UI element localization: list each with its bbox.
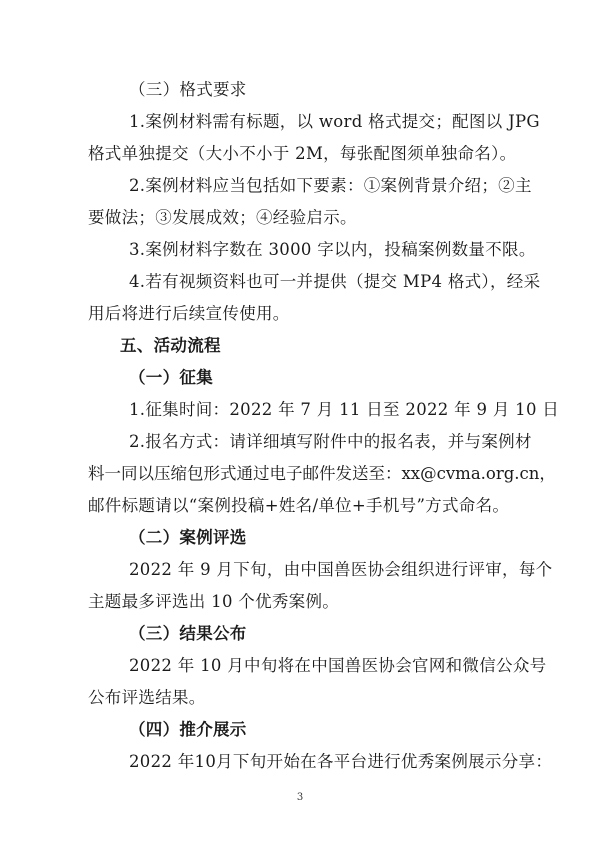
page-number: 3 bbox=[296, 792, 304, 803]
body-line: 2022 年 10 月中旬将在中国兽医协会官网和微信公众号 bbox=[129, 656, 547, 675]
body-line: 2.案例材料应当包括如下要素：①案例背景介绍；②主 bbox=[129, 176, 532, 195]
section-heading-process: 五、活动流程 bbox=[120, 336, 221, 355]
body-line: 4.若有视频资料也可一并提供（提交 MP4 格式），经采 bbox=[129, 272, 541, 291]
body-line: 3.案例材料字数在 3000 字以内，投稿案例数量不限。 bbox=[129, 240, 536, 259]
body-line: 1.案例材料需有标题，以 word 格式提交；配图以 JPG bbox=[129, 112, 540, 131]
subheading-promotion: （四）推介展示 bbox=[129, 720, 247, 739]
body-line: 2.报名方式：请详细填写附件中的报名表，并与案例材 bbox=[129, 432, 532, 451]
body-line: 公布评选结果。 bbox=[88, 688, 206, 707]
body-line: 格式单独提交（大小不小于 2M，每张配图须单独命名）。 bbox=[88, 144, 517, 163]
body-line: 邮件标题请以“案例投稿+姓名/单位+手机号”方式命名。 bbox=[88, 496, 510, 515]
body-line: 2022 年10月下旬开始在各平台进行优秀案例展示分享： bbox=[129, 752, 553, 771]
body-line: 要做法；③发展成效；④经验启示。 bbox=[88, 208, 357, 227]
body-line: 2022 年 9 月下旬，由中国兽医协会组织进行评审，每个 bbox=[129, 560, 553, 579]
body-line: 1.征集时间：2022 年 7 月 11 日至 2022 年 9 月 10 日 bbox=[129, 400, 560, 419]
body-line: 用后将进行后续宣传使用。 bbox=[88, 304, 290, 323]
body-line: 料一同以压缩包形式通过电子邮件发送至：xx@cvma.org.cn， bbox=[88, 464, 556, 483]
body-line: 主题最多评选出 10 个优秀案例。 bbox=[88, 592, 340, 611]
section-heading-format: （三）格式要求 bbox=[129, 80, 247, 99]
subheading-collect: （一）征集 bbox=[129, 368, 213, 387]
subheading-results: （三）结果公布 bbox=[129, 624, 247, 643]
subheading-selection: （二）案例评选 bbox=[129, 528, 247, 547]
